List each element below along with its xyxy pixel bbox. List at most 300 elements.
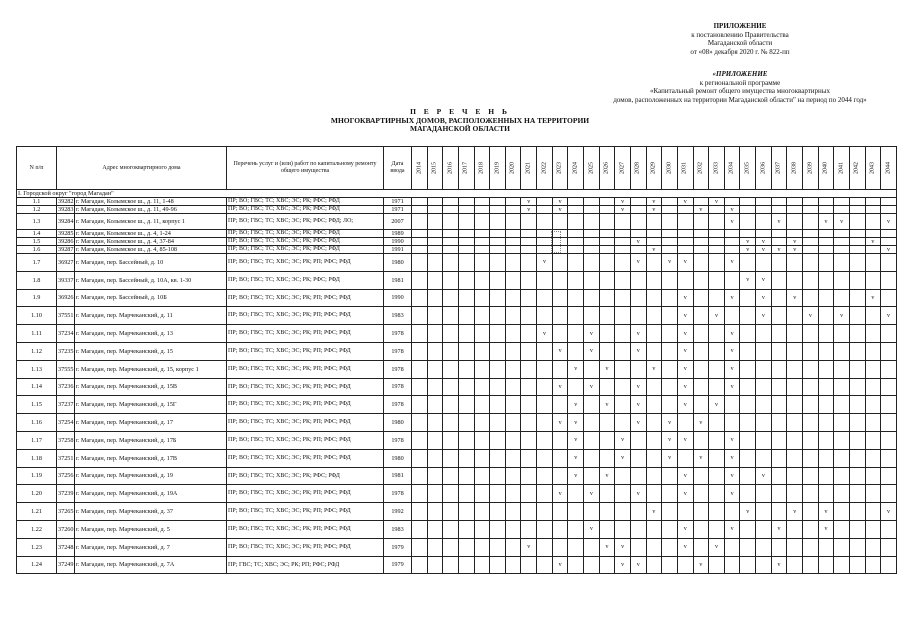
row-year-built: 1978 bbox=[384, 396, 412, 414]
year-cell bbox=[552, 431, 568, 449]
header-year: 2031 bbox=[677, 147, 693, 190]
year-cell bbox=[709, 485, 725, 503]
year-cell bbox=[630, 520, 646, 538]
year-check-mark: v bbox=[521, 198, 537, 206]
year-cell bbox=[427, 520, 443, 538]
year-cell bbox=[552, 467, 568, 485]
row-year-built: 1981 bbox=[384, 467, 412, 485]
document-title-line-1: П Е Р Е Ч Е Н Ь bbox=[410, 107, 510, 116]
year-cell bbox=[865, 254, 881, 272]
year-cell bbox=[552, 449, 568, 467]
year-cell bbox=[427, 214, 443, 230]
year-cell bbox=[630, 538, 646, 556]
year-cell bbox=[849, 198, 865, 206]
year-cell bbox=[865, 214, 881, 230]
year-cell bbox=[693, 325, 709, 343]
year-cell bbox=[474, 230, 490, 238]
year-cell bbox=[427, 342, 443, 360]
year-cell bbox=[427, 485, 443, 503]
year-cell bbox=[881, 556, 897, 574]
year-cell bbox=[834, 254, 850, 272]
table-row bbox=[17, 431, 897, 449]
year-cell bbox=[584, 467, 600, 485]
year-cell bbox=[615, 238, 631, 246]
year-cell bbox=[458, 538, 474, 556]
year-cell bbox=[521, 342, 537, 360]
year-cell bbox=[677, 230, 693, 238]
year-check-mark: v bbox=[599, 396, 615, 414]
year-cell bbox=[412, 214, 428, 230]
year-check-mark: v bbox=[771, 520, 787, 538]
year-cell bbox=[881, 289, 897, 307]
program-header bbox=[585, 70, 895, 104]
year-cell bbox=[693, 246, 709, 254]
row-address: г. Магадан, пер. Марчеканский, д. 5 bbox=[75, 520, 227, 538]
year-cell bbox=[599, 271, 615, 289]
year-cell bbox=[505, 485, 521, 503]
row-services: ПР; ВО; ГВС; ТС; ХВС; ЭС; РК; РП; РФС; РФД bbox=[227, 431, 384, 449]
year-cell bbox=[630, 467, 646, 485]
year-cell bbox=[693, 230, 709, 238]
year-cell bbox=[646, 431, 662, 449]
year-cell bbox=[458, 271, 474, 289]
year-cell bbox=[474, 254, 490, 272]
year-cell bbox=[490, 485, 506, 503]
year-cell bbox=[537, 396, 553, 414]
row-year-built: 1971 bbox=[384, 198, 412, 206]
year-check-mark: v bbox=[881, 214, 897, 230]
table-body bbox=[17, 190, 897, 574]
year-cell bbox=[646, 378, 662, 396]
year-cell bbox=[630, 431, 646, 449]
year-cell bbox=[443, 254, 459, 272]
year-cell bbox=[881, 396, 897, 414]
appendix-line-1: к постановлению Правительства bbox=[691, 30, 789, 39]
year-cell bbox=[599, 198, 615, 206]
year-cell bbox=[505, 360, 521, 378]
year-cell bbox=[865, 378, 881, 396]
year-cell bbox=[818, 246, 834, 254]
year-cell bbox=[615, 485, 631, 503]
year-cell bbox=[724, 414, 740, 432]
header-services: Перечень услуг и (или) работ по капитальному ремонту общего имущества bbox=[227, 147, 384, 190]
year-cell bbox=[443, 325, 459, 343]
year-cell bbox=[537, 206, 553, 214]
year-cell bbox=[443, 214, 459, 230]
year-cell bbox=[881, 254, 897, 272]
year-check-mark: v bbox=[615, 198, 631, 206]
year-cell bbox=[662, 307, 678, 325]
year-cell bbox=[803, 414, 819, 432]
document-title-line-3: МАГАДАНСКОЙ ОБЛАСТИ bbox=[410, 124, 510, 133]
year-cell bbox=[427, 198, 443, 206]
year-cell bbox=[818, 414, 834, 432]
appendix-line-3: от «08» декабря 2020 г. № 822-пп bbox=[690, 47, 790, 56]
year-cell bbox=[709, 325, 725, 343]
year-cell bbox=[662, 214, 678, 230]
year-cell bbox=[693, 467, 709, 485]
year-cell bbox=[427, 246, 443, 254]
year-cell bbox=[443, 520, 459, 538]
row-year-built: 1971 bbox=[384, 206, 412, 214]
table-row bbox=[17, 271, 897, 289]
year-check-mark: v bbox=[630, 396, 646, 414]
year-cell bbox=[505, 325, 521, 343]
year-cell bbox=[474, 378, 490, 396]
year-cell bbox=[427, 254, 443, 272]
year-check-mark: v bbox=[756, 289, 772, 307]
year-cell bbox=[724, 198, 740, 206]
row-code: 37265 bbox=[57, 503, 75, 521]
document-title bbox=[300, 108, 620, 134]
year-cell bbox=[849, 230, 865, 238]
year-cell bbox=[834, 198, 850, 206]
year-cell bbox=[740, 254, 756, 272]
year-check-mark: v bbox=[693, 449, 709, 467]
row-year-built: 1978 bbox=[384, 342, 412, 360]
year-cell bbox=[505, 342, 521, 360]
year-cell bbox=[537, 485, 553, 503]
year-cell bbox=[474, 325, 490, 343]
year-cell bbox=[834, 556, 850, 574]
row-services: ПР; ВО; ГВС; ТС; ХВС; ЭС; РК; РФС; РФД bbox=[227, 230, 384, 238]
program-line-3: домов, расположенных на территории Магаданской области" на период по 2044 год» bbox=[613, 95, 867, 104]
year-cell bbox=[490, 503, 506, 521]
row-number: 1.9 bbox=[17, 289, 57, 307]
year-cell bbox=[537, 238, 553, 246]
year-cell bbox=[771, 467, 787, 485]
year-cell bbox=[724, 238, 740, 246]
year-check-mark: v bbox=[724, 378, 740, 396]
year-cell bbox=[740, 307, 756, 325]
year-cell bbox=[834, 520, 850, 538]
year-cell bbox=[474, 503, 490, 521]
year-check-mark: v bbox=[568, 414, 584, 432]
year-cell bbox=[818, 307, 834, 325]
year-cell bbox=[521, 307, 537, 325]
year-cell bbox=[662, 271, 678, 289]
year-check-mark: v bbox=[756, 467, 772, 485]
row-number: 1.20 bbox=[17, 485, 57, 503]
row-address: г. Магадан, пер. Марчеканский, д. 19 bbox=[75, 467, 227, 485]
row-number: 1.10 bbox=[17, 307, 57, 325]
year-cell bbox=[458, 467, 474, 485]
year-check-mark: v bbox=[724, 214, 740, 230]
row-address: г. Магадан, пер. Марчеканский, д. 15 bbox=[75, 342, 227, 360]
year-cell bbox=[427, 289, 443, 307]
year-cell bbox=[646, 414, 662, 432]
year-cell bbox=[834, 342, 850, 360]
year-cell bbox=[818, 467, 834, 485]
year-cell bbox=[443, 198, 459, 206]
year-cell bbox=[756, 214, 772, 230]
year-check-mark: v bbox=[646, 503, 662, 521]
year-cell bbox=[881, 198, 897, 206]
year-check-mark: v bbox=[646, 206, 662, 214]
year-cell bbox=[693, 342, 709, 360]
year-cell bbox=[443, 271, 459, 289]
year-cell bbox=[881, 431, 897, 449]
year-cell bbox=[615, 307, 631, 325]
year-check-mark: v bbox=[740, 503, 756, 521]
year-cell bbox=[724, 503, 740, 521]
header-year: 2020 bbox=[505, 147, 521, 190]
row-number: 1.24 bbox=[17, 556, 57, 574]
year-cell bbox=[615, 271, 631, 289]
year-cell bbox=[849, 378, 865, 396]
year-cell bbox=[787, 342, 803, 360]
year-check-mark: v bbox=[599, 467, 615, 485]
year-check-mark: v bbox=[552, 378, 568, 396]
row-number: 1.22 bbox=[17, 520, 57, 538]
row-number: 1.18 bbox=[17, 449, 57, 467]
year-cell bbox=[646, 214, 662, 230]
year-cell bbox=[474, 214, 490, 230]
year-cell bbox=[693, 520, 709, 538]
year-check-mark: v bbox=[677, 396, 693, 414]
year-cell bbox=[646, 325, 662, 343]
year-cell bbox=[662, 396, 678, 414]
year-cell bbox=[427, 503, 443, 521]
year-cell bbox=[537, 538, 553, 556]
year-check-mark: v bbox=[709, 198, 725, 206]
year-cell bbox=[584, 238, 600, 246]
year-cell bbox=[427, 556, 443, 574]
header-year: 2035 bbox=[740, 147, 756, 190]
year-cell bbox=[458, 556, 474, 574]
year-cell bbox=[771, 206, 787, 214]
header-year: 2014 bbox=[412, 147, 428, 190]
year-cell bbox=[505, 414, 521, 432]
year-cell bbox=[818, 556, 834, 574]
year-check-mark: v bbox=[615, 206, 631, 214]
year-cell bbox=[677, 449, 693, 467]
year-cell bbox=[849, 396, 865, 414]
year-cell bbox=[865, 198, 881, 206]
year-cell bbox=[490, 414, 506, 432]
header-year: 2032 bbox=[693, 147, 709, 190]
year-cell bbox=[881, 342, 897, 360]
table-row bbox=[17, 230, 897, 238]
year-cell bbox=[677, 503, 693, 521]
year-cell bbox=[443, 230, 459, 238]
year-check-mark: v bbox=[756, 307, 772, 325]
year-cell bbox=[505, 520, 521, 538]
table-row bbox=[17, 414, 897, 432]
year-cell bbox=[490, 254, 506, 272]
year-cell bbox=[458, 378, 474, 396]
year-cell bbox=[740, 467, 756, 485]
year-cell bbox=[474, 246, 490, 254]
year-cell bbox=[662, 289, 678, 307]
year-cell bbox=[740, 230, 756, 238]
row-services: ПР; ВО; ГВС; ТС; ХВС; ЭС; РК; РФС; РФД bbox=[227, 238, 384, 246]
header-year: 2043 bbox=[865, 147, 881, 190]
year-check-mark: v bbox=[709, 307, 725, 325]
row-year-built: 1992 bbox=[384, 503, 412, 521]
year-cell bbox=[787, 254, 803, 272]
year-check-mark: v bbox=[584, 378, 600, 396]
year-cell bbox=[646, 449, 662, 467]
year-cell bbox=[646, 396, 662, 414]
year-cell bbox=[584, 360, 600, 378]
table-row bbox=[17, 503, 897, 521]
year-cell bbox=[849, 360, 865, 378]
year-cell bbox=[615, 467, 631, 485]
year-cell bbox=[787, 396, 803, 414]
row-code: 39286 bbox=[58, 238, 74, 245]
table-row bbox=[17, 238, 897, 246]
year-cell bbox=[787, 538, 803, 556]
year-cell bbox=[552, 289, 568, 307]
year-cell bbox=[584, 307, 600, 325]
year-cell bbox=[662, 520, 678, 538]
year-cell bbox=[818, 325, 834, 343]
year-cell bbox=[630, 230, 646, 238]
year-cell bbox=[787, 556, 803, 574]
year-check-mark: v bbox=[630, 378, 646, 396]
row-year-built: 1990 bbox=[384, 289, 412, 307]
year-cell bbox=[803, 198, 819, 206]
year-cell bbox=[490, 230, 506, 238]
year-cell bbox=[865, 467, 881, 485]
year-check-mark: v bbox=[568, 449, 584, 467]
year-cell bbox=[427, 238, 443, 246]
year-cell bbox=[865, 396, 881, 414]
row-code: 37260 bbox=[57, 520, 75, 538]
row-address: г. Магадан, Колымское ш., д. 11, корпус 1 bbox=[75, 214, 227, 230]
header-number: N п/п bbox=[17, 147, 57, 190]
year-check-mark: v bbox=[662, 254, 678, 272]
year-cell bbox=[834, 414, 850, 432]
year-cell bbox=[568, 503, 584, 521]
year-cell bbox=[412, 238, 428, 246]
year-cell bbox=[443, 238, 459, 246]
table-row bbox=[17, 342, 897, 360]
year-cell bbox=[521, 556, 537, 574]
year-cell bbox=[724, 271, 740, 289]
year-cell bbox=[756, 396, 772, 414]
year-cell bbox=[537, 342, 553, 360]
year-cell bbox=[693, 396, 709, 414]
year-cell bbox=[615, 414, 631, 432]
year-cell bbox=[443, 360, 459, 378]
group-label: I. Городской округ "город Магадан" bbox=[17, 190, 897, 198]
year-cell bbox=[865, 307, 881, 325]
year-cell bbox=[709, 214, 725, 230]
year-check-mark: v bbox=[677, 520, 693, 538]
row-address: г. Магадан, пер. Марчеканский, д. 17В bbox=[75, 449, 227, 467]
year-check-mark: v bbox=[568, 396, 584, 414]
row-code: 37249 bbox=[57, 556, 75, 574]
year-cell bbox=[849, 271, 865, 289]
year-check-mark: v bbox=[677, 360, 693, 378]
year-cell bbox=[818, 360, 834, 378]
year-cell bbox=[458, 198, 474, 206]
row-services: ПР; ВО; ГВС; ТС; ХВС; ЭС; РК; РФС; РФД bbox=[227, 271, 384, 289]
year-cell bbox=[537, 556, 553, 574]
year-cell bbox=[427, 307, 443, 325]
year-cell bbox=[505, 254, 521, 272]
year-cell bbox=[474, 289, 490, 307]
year-check-mark: v bbox=[771, 556, 787, 574]
row-address: г. Магадан, пер. Марчеканский, д. 37 bbox=[75, 503, 227, 521]
year-cell bbox=[474, 431, 490, 449]
year-cell bbox=[474, 538, 490, 556]
year-cell bbox=[724, 538, 740, 556]
year-cell bbox=[505, 503, 521, 521]
year-cell bbox=[490, 214, 506, 230]
year-cell bbox=[584, 198, 600, 206]
year-check-mark: v bbox=[787, 238, 803, 246]
year-check-mark: v bbox=[521, 538, 537, 556]
year-cell bbox=[865, 503, 881, 521]
year-cell bbox=[505, 378, 521, 396]
year-cell bbox=[599, 325, 615, 343]
year-cell bbox=[693, 431, 709, 449]
year-cell bbox=[490, 360, 506, 378]
year-cell bbox=[709, 271, 725, 289]
row-year-built: 1981 bbox=[384, 271, 412, 289]
year-cell bbox=[849, 206, 865, 214]
year-cell bbox=[552, 360, 568, 378]
year-cell bbox=[849, 214, 865, 230]
year-cell bbox=[787, 206, 803, 214]
year-cell bbox=[693, 485, 709, 503]
year-cell bbox=[677, 214, 693, 230]
year-cell bbox=[740, 449, 756, 467]
year-cell bbox=[568, 214, 584, 230]
year-cell bbox=[834, 396, 850, 414]
year-cell bbox=[537, 198, 553, 206]
year-check-mark: v bbox=[740, 238, 756, 246]
year-check-mark: v bbox=[615, 431, 631, 449]
year-cell bbox=[521, 238, 537, 246]
header-year: 2018 bbox=[474, 147, 490, 190]
row-address: г. Магадан, пер. Бассейный, д. 10Б bbox=[75, 289, 227, 307]
year-check-mark: v bbox=[584, 342, 600, 360]
year-cell bbox=[568, 556, 584, 574]
year-check-mark: v bbox=[646, 246, 662, 254]
year-cell bbox=[568, 246, 584, 254]
year-cell bbox=[552, 230, 568, 238]
row-address: г. Магадан, Колымское ш., д. 4, 85-108 bbox=[75, 246, 227, 254]
year-cell bbox=[490, 206, 506, 214]
year-cell bbox=[724, 556, 740, 574]
year-check-mark: v bbox=[599, 538, 615, 556]
year-cell bbox=[803, 238, 819, 246]
year-check-mark: v bbox=[677, 431, 693, 449]
table-row bbox=[17, 467, 897, 485]
year-check-mark: v bbox=[552, 556, 568, 574]
row-code: 37235 bbox=[57, 342, 75, 360]
year-check-mark: v bbox=[552, 342, 568, 360]
year-check-mark: v bbox=[881, 246, 897, 254]
year-cell bbox=[427, 206, 443, 214]
year-cell bbox=[818, 449, 834, 467]
year-cell bbox=[709, 378, 725, 396]
year-cell bbox=[521, 254, 537, 272]
year-cell bbox=[865, 414, 881, 432]
row-services: ПР; ВО; ГВС; ТС; ХВС; ЭС; РК; РП; РФС; РФД bbox=[227, 414, 384, 432]
year-cell bbox=[599, 214, 615, 230]
year-cell bbox=[771, 342, 787, 360]
year-cell bbox=[756, 520, 772, 538]
year-cell bbox=[521, 503, 537, 521]
year-check-mark: v bbox=[693, 206, 709, 214]
year-cell bbox=[849, 414, 865, 432]
year-cell bbox=[740, 198, 756, 206]
